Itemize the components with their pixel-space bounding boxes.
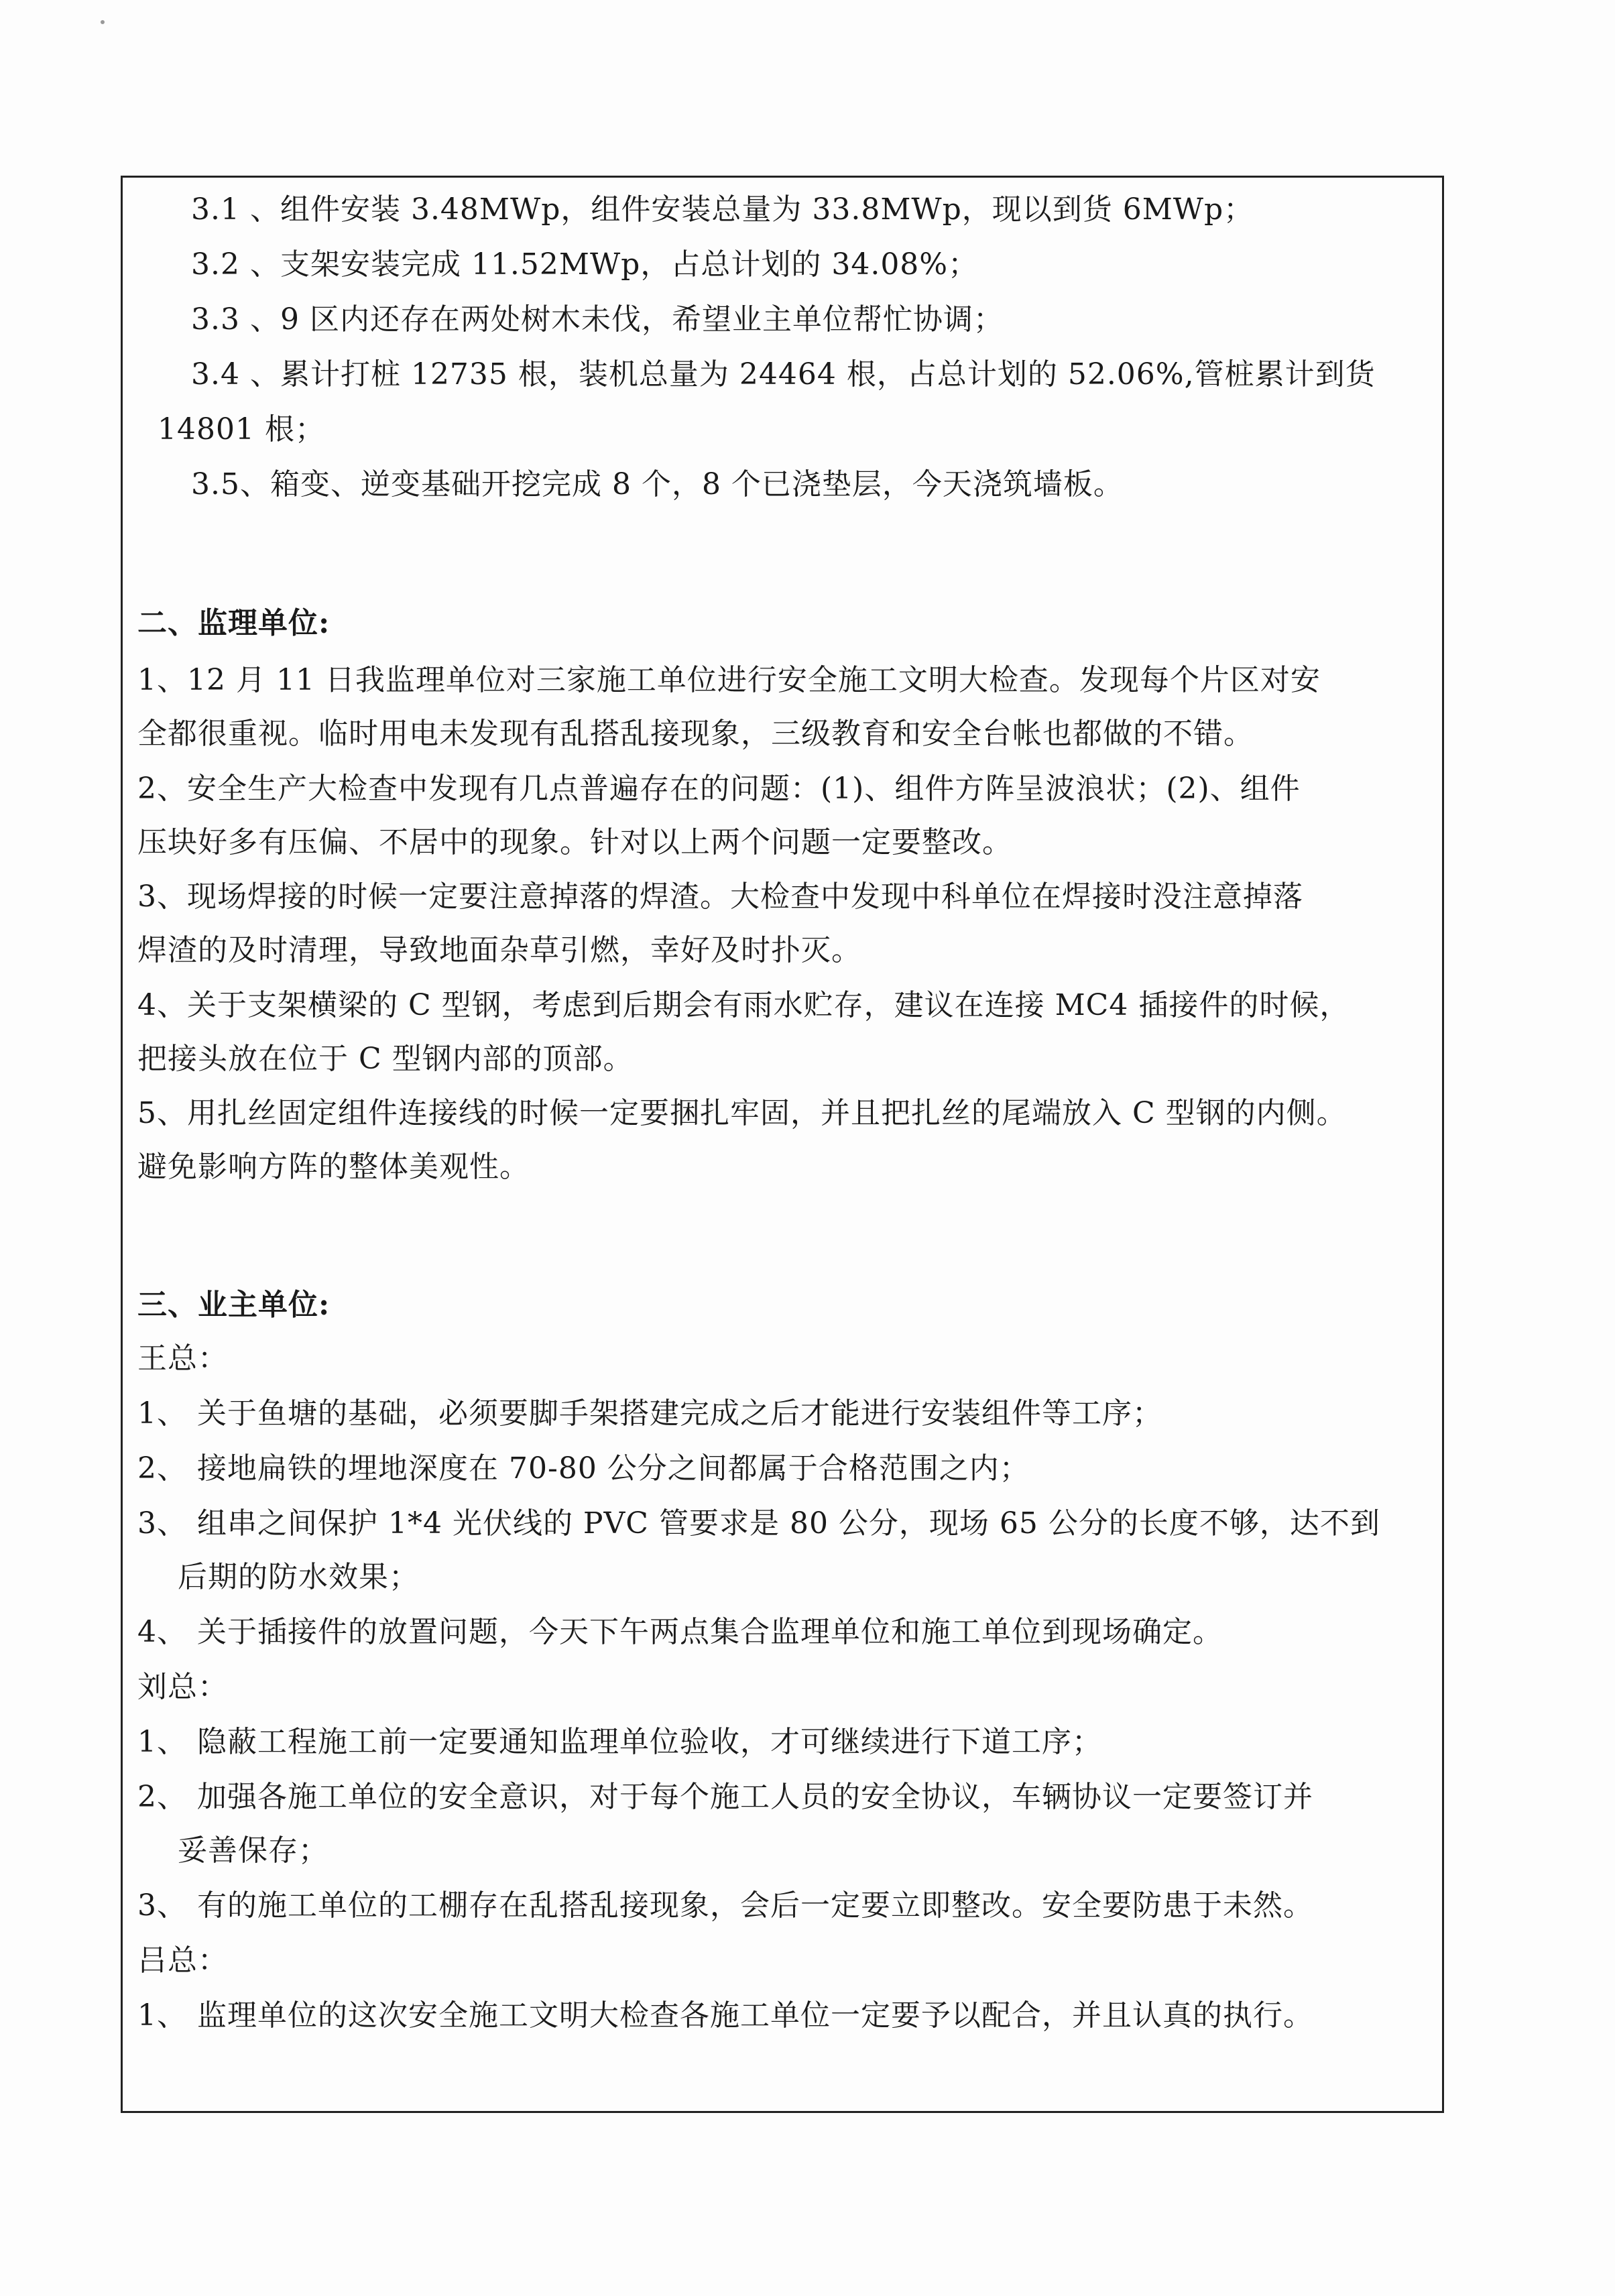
supervision-line: 5、用扎丝固定组件连接线的时候一定要捆扎牢固，并且把扎丝的尾端放入 C 型钢的内侧。 (137, 1096, 1347, 1130)
supervision-line: 2、安全生产大检查中发现有几点普遍存在的问题：(1)、组件方阵呈波浪状；(2)、组件 (137, 772, 1301, 806)
owner-heading: 三、业主单位: (137, 1288, 331, 1322)
liu-item: 1、 隐蔽工程施工前一定要通知监理单位验收，才可继续进行下道工序； (137, 1725, 1102, 1759)
liu-item-cont: 妥善保存； (178, 1833, 328, 1868)
supervision-line: 避免影响方阵的整体美观性。 (137, 1150, 530, 1184)
speaker-wang: 王总： (137, 1341, 228, 1376)
wang-item: 1、 关于鱼塘的基础，必须要脚手架搭建完成之后才能进行安装组件等工序； (137, 1396, 1162, 1431)
supervision-heading: 二、监理单位: (137, 606, 331, 640)
supervision-line: 3、现场焊接的时候一定要注意掉落的焊渣。大检查中发现中科单位在焊接时没注意掉落 (137, 880, 1303, 914)
speaker-liu: 刘总： (137, 1670, 228, 1704)
supervision-line: 全都很重视。临时用电未发现有乱搭乱接现象，三级教育和安全台帐也都做的不错。 (137, 717, 1254, 751)
item-3-2: 3.2 、支架安装完成 11.52MWp，占总计划的 34.08%； (191, 247, 979, 282)
supervision-line: 焊渣的及时清理，导致地面杂草引燃，幸好及时扑灭。 (137, 933, 861, 967)
supervision-line: 把接头放在位于 C 型钢内部的顶部。 (137, 1042, 634, 1076)
minutes-table-frame (121, 176, 1444, 2113)
supervision-line: 4、关于支架横梁的 C 型钢，考虑到后期会有雨水贮存，建议在连接 MC4 插接件的时候， (137, 988, 1350, 1022)
item-3-3: 3.3 、9 区内还存在两处树木未伐，希望业主单位帮忙协调； (191, 302, 1004, 337)
wang-item: 3、 组串之间保护 1*4 光伏线的 PVC 管要求是 80 公分，现场 65 公分的长度不够，达不到 (137, 1506, 1380, 1540)
wang-item-cont: 后期的防水效果； (178, 1560, 419, 1594)
supervision-line: 1、12 月 11 日我监理单位对三家施工单位进行安全施工文明大检查。发现每个片区对安 (137, 663, 1321, 697)
item-3-5: 3.5、箱变、逆变基础开挖完成 8 个，8 个已浇垫层，今天浇筑墙板。 (191, 467, 1124, 501)
liu-item: 3、 有的施工单位的工棚存在乱搭乱接现象，会后一定要立即整改。安全要防患于未然。 (137, 1888, 1313, 1923)
item-3-1: 3.1 、组件安装 3.48MWp，组件安装总量为 33.8MWp，现以到货 6MWp； (191, 192, 1254, 227)
wang-item: 4、 关于插接件的放置问题，今天下午两点集合监理单位和施工单位到现场确定。 (137, 1615, 1223, 1649)
item-3-4: 3.4 、累计打桩 12735 根，装机总量为 24464 根，占总计划的 52.06%,管桩累计到货 (191, 357, 1376, 391)
speaker-lv: 吕总： (137, 1943, 228, 1978)
supervision-line: 压块好多有压偏、不居中的现象。针对以上两个问题一定要整改。 (137, 825, 1012, 859)
lv-item: 1、 监理单位的这次安全施工文明大检查各施工单位一定要予以配合，并且认真的执行。 (137, 1998, 1313, 2033)
liu-item: 2、 加强各施工单位的安全意识，对于每个施工人员的安全协议，车辆协议一定要签订并 (137, 1780, 1313, 1814)
wang-item: 2、 接地扁铁的埋地深度在 70-80 公分之间都属于合格范围之内； (137, 1451, 1030, 1486)
scan-speck (101, 20, 105, 24)
item-3-4-cont: 14801 根； (158, 412, 325, 446)
